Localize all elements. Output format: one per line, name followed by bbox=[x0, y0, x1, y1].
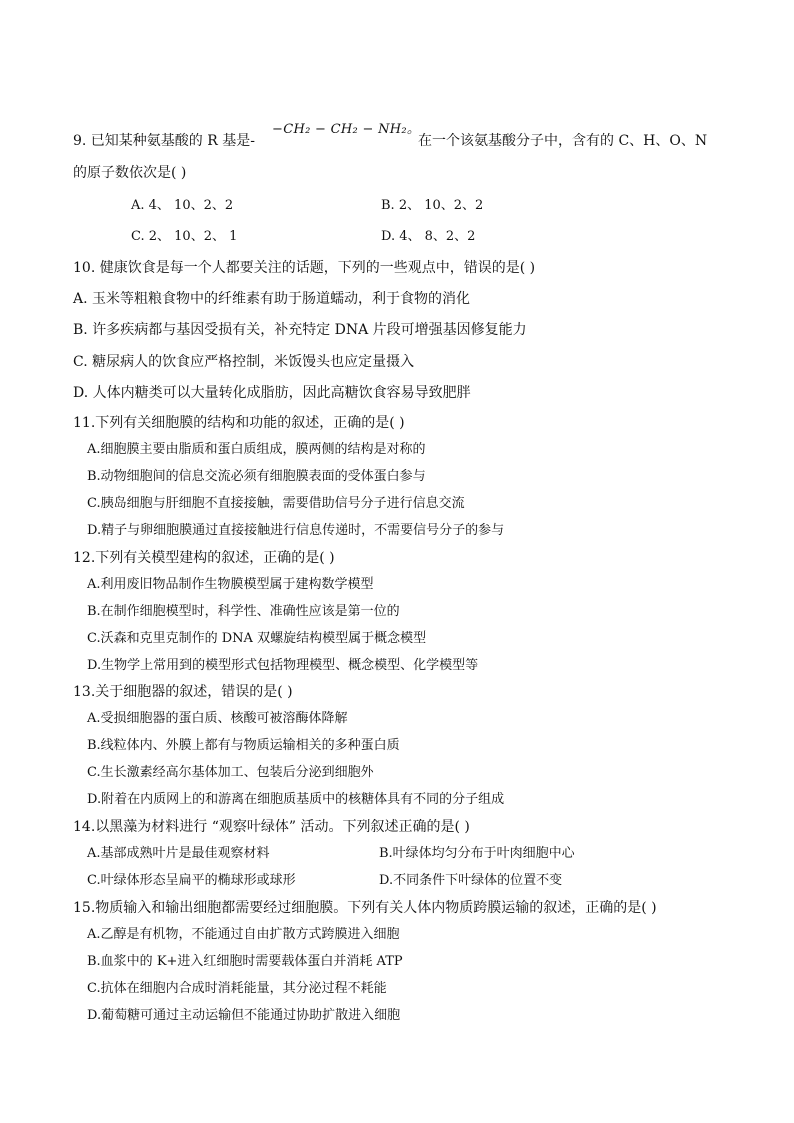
q9-stem: 9. 已知某种氨基酸的 R 基是- bbox=[73, 133, 255, 149]
q14-option-a: A.基部成熟叶片是最佳观察材料 bbox=[87, 846, 270, 861]
q11-option-b: B.动物细胞间的信息交流必须有细胞膜表面的受体蛋白参与 bbox=[87, 469, 426, 484]
q11-option-d: D.精子与卵细胞膜通过直接接触进行信息传递时，不需要信号分子的参与 bbox=[87, 523, 505, 538]
q11-option-c: C.胰岛细胞与肝细胞不直接接触，需要借助信号分子进行信息交流 bbox=[87, 496, 465, 511]
q12-option-a: A.利用废旧物品制作生物膜模型属于建构数学模型 bbox=[87, 577, 374, 592]
q13-option-d: D.附着在内质网上的和游离在细胞质基质中的核糖体具有不同的分子组成 bbox=[87, 792, 505, 807]
q13-stem: 13.关于细胞器的叙述，错误的是( ) bbox=[73, 684, 293, 700]
q11-option-a: A.细胞膜主要由脂质和蛋白质组成，膜两侧的结构是对称的 bbox=[87, 442, 426, 457]
q11-stem: 11.下列有关细胞膜的结构和功能的叙述，正确的是( ) bbox=[73, 415, 405, 431]
q14-option-b: B.叶绿体均匀分布于叶肉细胞中心 bbox=[379, 846, 575, 861]
q14-option-d: D.不同条件下叶绿体的位置不变 bbox=[379, 873, 563, 888]
q9-formula: −CH₂ − CH₂ − NH₂。 bbox=[272, 122, 421, 137]
q9-option-b: B. 2、 10、2、2 bbox=[381, 198, 484, 213]
q15-option-a: A.乙醇是有机物，不能通过自由扩散方式跨膜进入细胞 bbox=[87, 927, 400, 942]
q14-stem: 14.以黑藻为材料进行 “观察叶绿体” 活动。下列叙述正确的是( ) bbox=[73, 819, 470, 835]
q14-option-c: C.叶绿体形态呈扁平的椭球形或球形 bbox=[87, 873, 296, 888]
q10-option-b: B. 许多疾病都与基因受损有关，补充特定 DNA 片段可增强基因修复能力 bbox=[73, 322, 527, 338]
q12-option-d: D.生物学上常用到的模型形式包括物理模型、概念模型、化学模型等 bbox=[87, 658, 479, 673]
q9-stem-line2: 的原子数依次是( ) bbox=[73, 165, 187, 181]
q12-option-b: B.在制作细胞模型时，科学性、准确性应该是第一位的 bbox=[87, 604, 400, 619]
q10-option-a: A. 玉米等粗粮食物中的纤维素有助于肠道蠕动，利于食物的消化 bbox=[73, 291, 471, 307]
q15-option-b: B.血浆中的 K+进入红细胞时需要载体蛋白并消耗 ATP bbox=[87, 954, 403, 969]
q15-option-d: D.葡萄糖可通过主动运输但不能通过协助扩散进入细胞 bbox=[87, 1008, 401, 1023]
q9-option-c: C. 2、 10、2、 1 bbox=[131, 229, 238, 244]
q15-stem: 15.物质输入和输出细胞都需要经过细胞膜。下列有关人体内物质跨膜运输的叙述，正确的是( ) bbox=[73, 900, 657, 916]
q9-option-d: D. 4、 8、2、2 bbox=[381, 229, 476, 244]
q13-option-c: C.生长激素经高尔基体加工、包装后分泌到细胞外 bbox=[87, 765, 374, 780]
q13-option-b: B.线粒体内、外膜上都有与物质运输相关的多种蛋白质 bbox=[87, 738, 400, 753]
q10-stem: 10. 健康饮食是每一个人都要关注的话题，下列的一些观点中，错误的是( ) bbox=[73, 260, 536, 276]
q10-option-c: C. 糖尿病人的饮食应严格控制，米饭馒头也应定量摄入 bbox=[73, 354, 415, 370]
q9-option-a: A. 4、 10、2、2 bbox=[131, 198, 234, 213]
q15-option-c: C.抗体在细胞内合成时消耗能量，其分泌过程不耗能 bbox=[87, 981, 387, 996]
q10-option-d: D. 人体内糖类可以大量转化成脂肪，因此高糖饮食容易导致肥胖 bbox=[73, 385, 471, 401]
q9-stem-continued: 在一个该氨基酸分子中，含有的 C、H、O、N bbox=[418, 133, 708, 149]
q13-option-a: A.受损细胞器的蛋白质、核酸可被溶酶体降解 bbox=[87, 711, 348, 726]
q12-option-c: C.沃森和克里克制作的 DNA 双螺旋结构模型属于概念模型 bbox=[87, 631, 427, 646]
q12-stem: 12.下列有关模型建构的叙述，正确的是( ) bbox=[73, 550, 335, 566]
